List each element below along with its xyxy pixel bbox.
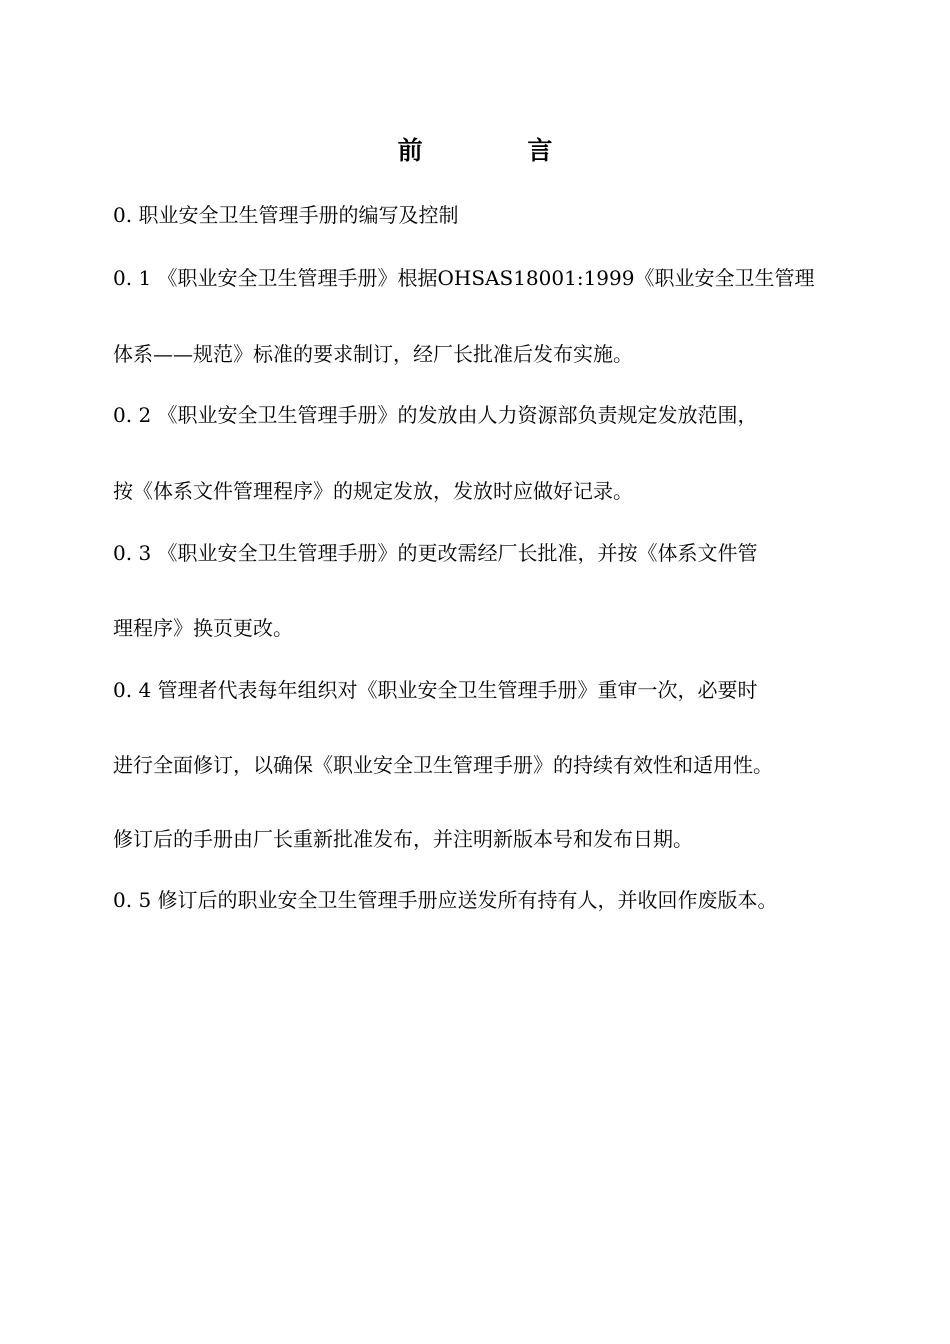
- section-heading-0: 0. 职业安全卫生管理手册的编写及控制: [113, 203, 459, 227]
- paragraph-line: 0. 5 修订后的职业安全卫生管理手册应送发所有持有人，并收回作废版本。: [113, 888, 778, 912]
- paragraph-line: 进行全面修订，以确保《职业安全卫生管理手册》的持续有效性和适用性。: [113, 753, 773, 777]
- paragraph-line: 0. 2 《职业安全卫生管理手册》的发放由人力资源部负责规定发放范围，: [113, 403, 758, 427]
- paragraph-line: 修订后的手册由厂长重新批准发布，并注明新版本号和发布日期。: [113, 827, 693, 851]
- paragraph-line: 0. 3 《职业安全卫生管理手册》的更改需经厂长批准，并按《体系文件管: [113, 541, 758, 565]
- paragraph-line: 0. 4 管理者代表每年组织对《职业安全卫生管理手册》重审一次，必要时: [113, 678, 758, 702]
- paragraph-line: 按《体系文件管理程序》的规定发放，发放时应做好记录。: [113, 479, 633, 503]
- paragraph-line: 理程序》换页更改。: [113, 616, 293, 640]
- paragraph-line: 体系——规范》标准的要求制订，经厂长批准后发布实施。: [113, 342, 633, 366]
- page-title: 前 言: [397, 136, 601, 165]
- paragraph-line: 0. 1 《职业安全卫生管理手册》根据OHSAS18001:1999《职业安全卫生管理: [113, 266, 815, 290]
